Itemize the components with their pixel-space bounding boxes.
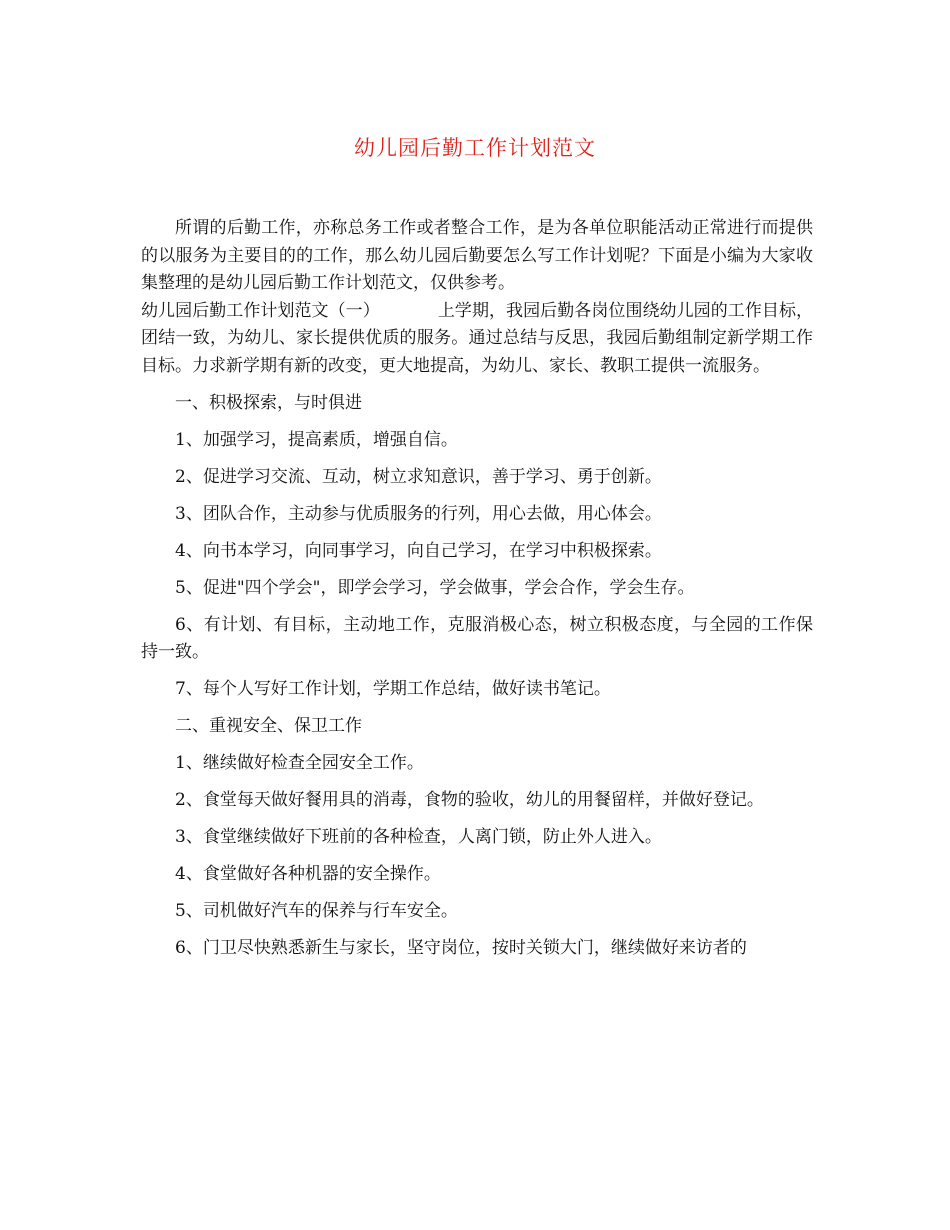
part1-item-4: 4、向书本学习，向同事学习，向自己学习，在学习中积极探索。 [175, 540, 662, 561]
part2-item-6: 6、门卫尽快熟悉新生与家长，坚守岗位，按时关锁大门，继续做好来访者的 [175, 938, 747, 958]
intro-paragraph: 所谓的后勤工作，亦称总务工作或者整合工作，是为各单位职能活动正常进行而提供的以服务为主要目的的工作，那么幼儿园后勤要怎么写工作计划呢？下面是小编为大家收集整理的是幼儿园后勤工作计划范文，仅供参考。 [141, 218, 813, 293]
section1-text: 上学期，我园后勤各岗位围绕幼儿园的工作目标，团结一致，为幼儿、家长提供优质的服务。通过总结与反思，我园后勤组制定新学期工作目标。力求新学期有新的改变，更大地提高，为幼儿、家长、教职工提供一流服务。 [141, 300, 814, 376]
part1-heading: 一、积极探索，与时俱进 [175, 392, 362, 413]
document-body [141, 215, 813, 963]
part1-item-7: 7、每个人写好工作计划，学期工作总结，做好读书笔记。 [175, 679, 611, 699]
part1-item-2: 2、促进学习交流、互动，树立求知意识，善于学习、勇于创新。 [175, 466, 662, 487]
part1-item-1: 1、加强学习，提高素质，增强自信。 [175, 429, 458, 450]
part2-item-5: 5、司机做好汽车的保养与行车安全。 [175, 901, 458, 921]
part2-item-2: 2、食堂每天做好餐用具的消毒，食物的验收，幼儿的用餐留样，并做好登记。 [175, 790, 764, 810]
document-title: 幼儿园后勤工作计划范文 [354, 136, 596, 160]
section1-paragraph [141, 298, 813, 381]
part1-item-6: 6、有计划、有目标，主动地工作，克服消极心态，树立积极态度，与全园的工作保持一致。 [141, 614, 813, 662]
section1-heading: 幼儿园后勤工作计划范文（一） [141, 300, 380, 321]
part2-heading: 二、重视安全、保卫工作 [175, 716, 362, 736]
part1-item-3: 3、团队合作，主动参与优质服务的行列，用心去做，用心体会。 [175, 503, 662, 524]
part2-item-1: 1、继续做好检查全园安全工作。 [175, 753, 424, 773]
part2-item-4: 4、食堂做好各种机器的安全操作。 [175, 864, 441, 884]
part2-item-3: 3、食堂继续做好下班前的各种检查，人离门锁，防止外人进入。 [175, 827, 662, 847]
part1-item-5: 5、促进"四个学会"，即学会学习，学会做事，学会合作，学会生存。 [175, 577, 695, 598]
